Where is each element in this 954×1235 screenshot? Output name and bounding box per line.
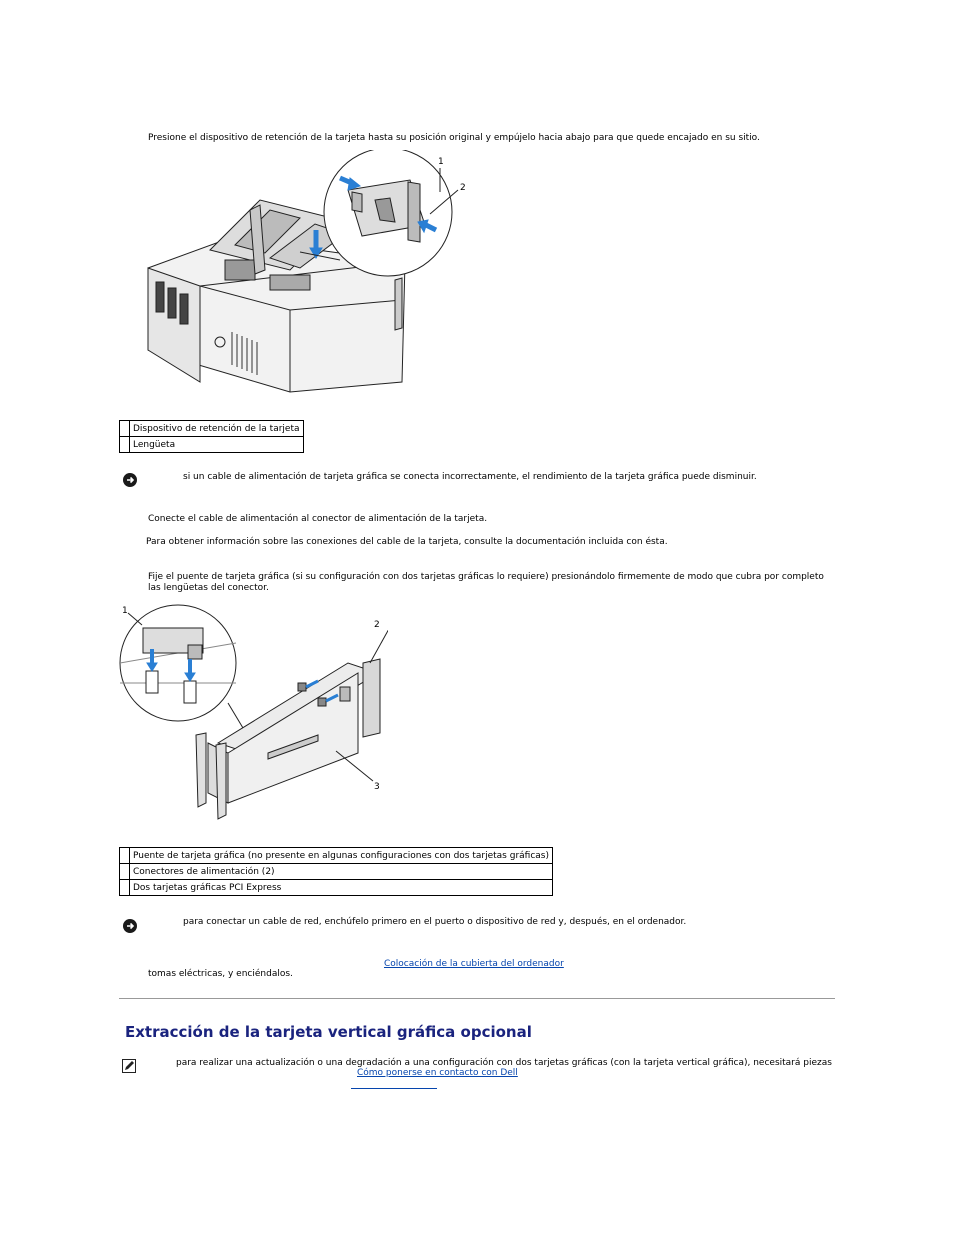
legend-row <box>120 421 304 437</box>
legend-number-cell <box>120 421 130 437</box>
callout-1-label: 1 <box>122 606 128 616</box>
legend-row <box>120 880 553 896</box>
legend-number-cell <box>120 880 130 896</box>
callout-2-label: 2 <box>374 620 380 630</box>
legend-label: Puente de tarjeta gráfica (no presente en algunas configuraciones con dos tarjetas gráficas) <box>130 848 553 864</box>
legend-table-2 <box>119 847 553 896</box>
section-title: Extracción de la tarjeta vertical gráfica opcional <box>125 1023 532 1041</box>
legend-table-1 <box>119 420 304 453</box>
chassis-illustration <box>140 150 480 395</box>
figure-graphics-bridge <box>118 603 388 821</box>
notice-icon <box>123 473 137 487</box>
callout-3-label: 3 <box>374 782 380 792</box>
legend-number-cell <box>120 864 130 880</box>
callout-2-label: 2 <box>460 183 466 193</box>
notice-icon <box>123 919 137 933</box>
legend-row <box>120 437 304 453</box>
callout-1-label: 1 <box>438 157 444 167</box>
legend-row <box>120 848 553 864</box>
link-underline-fragment[interactable] <box>351 1088 437 1089</box>
legend-row <box>120 864 553 880</box>
figure-card-retention <box>140 150 480 395</box>
legend-label: Dos tarjetas gráficas PCI Express <box>130 880 553 896</box>
note-text: para realizar una actualización o una degradación a una configuración con dos tarjetas gráficas (con la tarjeta vertical gráfica), necesitará piezas <box>176 1058 832 1068</box>
legend-number-cell <box>120 437 130 453</box>
legend-number-cell <box>120 848 130 864</box>
step-bridge-text: Fije el puente de tarjeta gráfica (si su configuración con dos tarjetas gráficas lo requiere) presionándolo firmemente de modo que cubra por completo las lengüetas del conector. <box>148 572 824 593</box>
section-divider <box>119 998 835 999</box>
legend-label: Lengüeta <box>130 437 304 453</box>
notice-text: para conectar un cable de red, enchúfelo primero en el puerto o dispositivo de red y, después, en el ordenador. <box>183 917 687 927</box>
notice-text: si un cable de alimentación de tarjeta gráfica se conecta incorrectamente, el rendimiento de la tarjeta gráfica puede disminuir. <box>183 472 757 482</box>
info-cable-text: Para obtener información sobre las conexiones del cable de la tarjeta, consulte la documentación incluida con ésta. <box>146 537 668 547</box>
graphics-bridge-illustration <box>118 603 388 821</box>
text-outlets: tomas eléctricas, y enciéndalos. <box>148 969 293 979</box>
legend-label: Conectores de alimentación (2) <box>130 864 553 880</box>
step-press-retention-text: Presione el dispositivo de retención de la tarjeta hasta su posición original y empújelo hacia abajo para que quede encajado en su sitio. <box>148 133 760 143</box>
legend-label: Dispositivo de retención de la tarjeta <box>130 421 304 437</box>
note-pencil-icon <box>122 1059 136 1073</box>
link-contact-dell[interactable]: Cómo ponerse en contacto con Dell <box>357 1068 518 1078</box>
link-replace-cover[interactable]: Colocación de la cubierta del ordenador <box>384 959 564 969</box>
step-connect-power-text: Conecte el cable de alimentación al conector de alimentación de la tarjeta. <box>148 514 488 524</box>
